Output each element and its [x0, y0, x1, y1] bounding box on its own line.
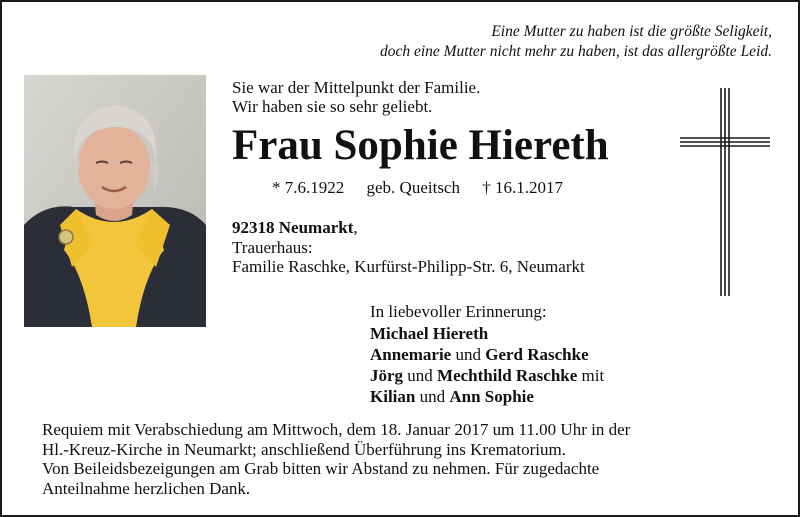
closing-line: Hl.-Kreuz-Kirche in Neumarkt; anschließend Überführung ins Krematorium. [42, 439, 566, 459]
life-dates [272, 178, 581, 198]
closing-text [42, 420, 762, 498]
portrait-photo [24, 75, 206, 327]
mourner-line [370, 323, 604, 344]
deceased-name: Frau Sophie Hiereth [232, 122, 609, 169]
intro-line: Wir haben sie so sehr geliebt. [232, 97, 433, 116]
city: 92318 Neumarkt [232, 218, 354, 237]
mourner-name: Gerd Raschke [485, 345, 589, 364]
mourner-line [370, 386, 604, 407]
mourner-name: Annemarie [370, 345, 452, 364]
conjunction: und [451, 345, 486, 364]
address-block [232, 218, 585, 277]
house-label: Trauerhaus: [232, 237, 313, 257]
mourners-label: In liebevoller Erinnerung: [370, 302, 547, 321]
cross-icon [678, 86, 772, 298]
maiden-name: geb. Queitsch [366, 178, 460, 197]
mourner-line [370, 344, 604, 365]
conjunction: und [415, 387, 450, 406]
mourner-line [370, 365, 604, 386]
poem-quote [252, 22, 772, 62]
mourners-block [370, 301, 604, 407]
conjunction: und [403, 366, 438, 385]
mourner-name: Jörg [370, 366, 404, 385]
poem-line: Eine Mutter zu haben ist die größte Seligkeit, [491, 23, 772, 40]
portrait-illustration [24, 75, 206, 327]
closing-line: Requiem mit Verabschiedung am Mittwoch, dem 18. Januar 2017 um 11.00 Uhr in der [42, 420, 631, 439]
house-address: Familie Raschke, Kurfürst-Philipp-Str. 6, Neumarkt [232, 257, 585, 276]
mourner-name: Ann Sophie [449, 387, 534, 406]
city-suffix: , [353, 218, 358, 237]
intro-text [232, 78, 480, 116]
conjunction: mit [577, 366, 605, 385]
poem-line: doch eine Mutter nicht mehr zu haben, ist das allergrößte Leid. [379, 43, 772, 60]
death-date: † 16.1.2017 [482, 178, 563, 197]
mourner-name: Mechthild Raschke [437, 366, 578, 385]
mourner-name: Kilian [370, 387, 416, 406]
intro-line: Sie war der Mittelpunkt der Familie. [232, 78, 481, 97]
birth-date: * 7.6.1922 [272, 178, 345, 197]
mourner-name: Michael Hiereth [370, 324, 489, 343]
closing-line: Von Beileidsbezeigungen am Grab bitten wir Abstand zu nehmen. Für zugedachte [42, 459, 600, 478]
closing-line: Anteilnahme herzlichen Dank. [42, 478, 251, 498]
